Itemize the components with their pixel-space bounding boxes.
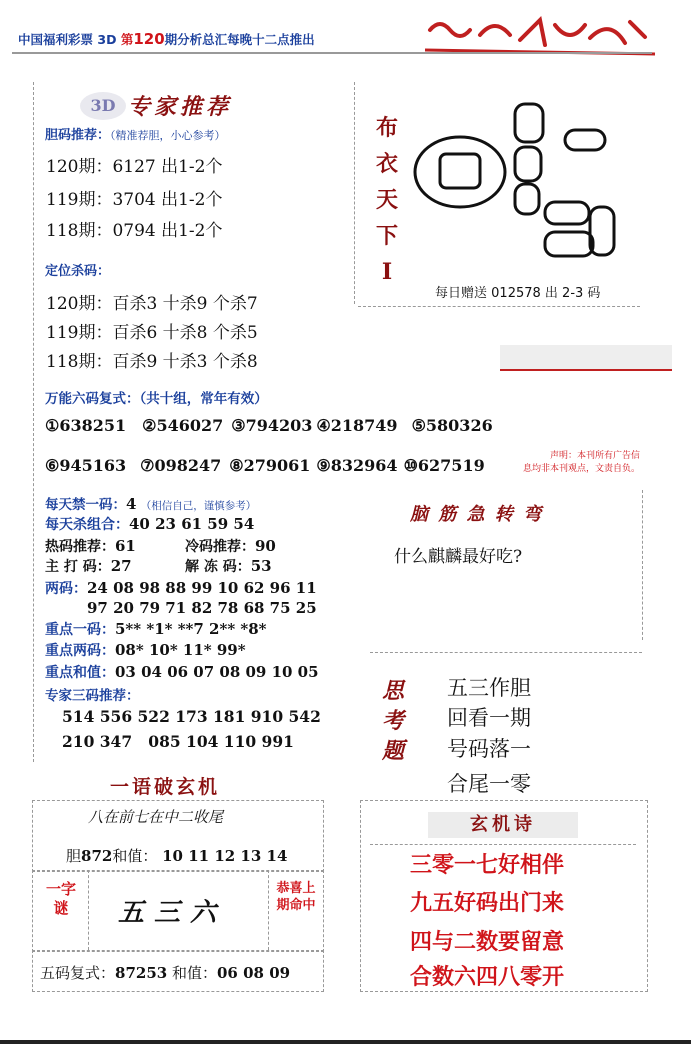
thaw-label: 解 冻 码： [185,559,251,575]
five-value: 87253 [115,964,168,982]
key-one-value: 5** *1* **7 2** *8* [115,620,267,638]
riddle-congrats-text: 恭喜上期命中 [276,881,316,913]
three-line-2: 210 347 085 104 110 991 [62,732,294,751]
yiyu-title: 一语破玄机 [110,776,221,798]
notice [510,450,640,476]
six-group: ③794203 [231,416,313,435]
key-one-line [45,619,267,639]
poem-line: 九五好码出门来 [410,891,565,916]
six-group: ⑩627519 [403,456,485,475]
key-one-label: 重点一码： [45,622,115,638]
gift-line [435,282,600,301]
two-label: 两码： [45,581,87,597]
hot-label: 热码推荐： [45,539,115,555]
main-label: 主 打 码： [45,559,111,575]
think-line: 五三作胆 [447,676,531,700]
riddle-label-text: 一字谜 [45,880,76,917]
key-sum-label: 重点和值： [45,665,115,681]
main-line [45,556,132,576]
yiyu-dan-value: 872 [81,847,113,865]
six-row-2 [45,456,485,475]
riddle-left-divider [88,870,89,950]
dan-row: 120期：6127 出1-2个 [46,157,223,177]
key-two-label: 重点两码： [45,643,115,659]
footer-rule [0,1040,691,1044]
five-sum-label: 和值： [171,964,217,982]
kill-row: 119期：百杀6 十杀8 个杀5 [46,323,258,343]
main-value: 27 [110,557,132,575]
six-group: ①638251 [45,416,127,435]
poem-line: 四与二数要留意 [410,930,565,955]
header-issue-num: 120 [133,30,165,48]
think-line: 回看一期 [447,706,531,730]
think-line: 合尾一零 [447,772,531,796]
six-group: ⑦098247 [140,456,222,475]
three-line-1: 514 556 522 173 181 910 542 [62,707,321,726]
dan-row: 119期：3704 出1-2个 [46,190,223,210]
five-label: 五码复式： [40,964,116,982]
kill-combo-value: 40 23 61 59 54 [129,515,255,533]
brain-question: 什么麒麟最好吃? [394,547,523,567]
six-group: ④218749 [316,416,398,435]
yiyu-dan-label: 胆 [66,847,82,865]
hot-value: 61 [115,537,136,555]
two-line-1 [45,578,317,598]
six-group: ⑥945163 [45,456,127,475]
poem-line: 合数六四八零开 [410,965,565,990]
ban-value: 4 [126,495,137,513]
dan-title: 胆码推荐： [45,128,111,143]
expert-logo-text: 3D [90,96,116,115]
key-two-value: 08* 10* 11* 99* [115,641,246,659]
kill-row: 118期：百杀9 十杀3 个杀8 [46,352,258,372]
key-sum-line [45,662,319,682]
key-sum-value: 03 04 06 07 08 09 10 05 [115,663,319,681]
brain-right-border [642,490,643,640]
five-line [40,962,290,983]
expert-logo [80,92,126,120]
header-issue-suffix: 期分析总汇每晚十二点推出 [164,32,315,47]
header-underline [12,52,652,54]
poem-title-line [370,844,636,845]
yiyu-sum-value: 10 11 12 13 14 [162,847,288,865]
poem-line: 三零一七好相伴 [410,853,565,878]
riddle-congrats [276,880,316,914]
left-border [33,82,34,762]
riddle-label [44,880,78,918]
ban-line [45,493,256,513]
cold-value: 90 [255,537,276,555]
hot-line [45,536,136,556]
panel-divider [354,82,355,304]
header-line [18,30,315,48]
riddle-right-divider [268,870,269,950]
two-values-1: 24 08 98 88 99 10 62 96 11 [87,579,317,597]
expert-title: 专家推荐 [128,94,233,120]
five-sum-value: 06 08 09 [217,964,291,982]
buyi-title-text: 布衣天下I [375,115,398,285]
chain-sketch-image [405,92,640,277]
cold-label: 冷码推荐： [185,539,255,555]
brain-bottom-line [370,652,642,653]
header-issue-label: 第 [120,32,134,47]
riddle-answer: 五三六 [118,898,227,928]
ban-label: 每天禁一码： [45,497,126,513]
six-group: ②546027 [142,416,224,435]
buyi-bottom-line [358,306,640,307]
think-title-text: 思考题 [381,678,404,764]
header-game: 3D [97,32,117,47]
think-title [380,676,406,766]
gray-band [500,345,672,371]
yiyu-handwritten: 八在前七在中二收尾 [88,808,224,826]
kill-combo-label: 每天杀组合： [45,517,129,533]
header-prefix: 中国福利彩票 [18,32,94,47]
six-group: ⑤580326 [411,416,493,435]
six-row-1 [45,416,493,435]
poem-title [428,812,578,838]
six-group: ⑧279061 [229,456,311,475]
brain-title: 脑 筋 急 转 弯 [410,504,544,525]
six-group: ⑨832964 [316,456,398,475]
two-values-2: 97 20 79 71 82 78 68 75 25 [87,599,317,617]
dan-row: 118期：0794 出1-2个 [46,221,223,241]
poem-title-text: 玄机诗 [470,814,536,835]
dan-heading [45,124,226,143]
yiyu-sum-label: 和值： [112,847,158,865]
notice-line-1: 声明：本刊所有广告信 [549,451,640,461]
thaw-line [185,556,272,576]
thaw-value: 53 [250,557,272,575]
kill-combo-line [45,514,254,534]
kill-title: 定位杀码： [45,264,111,279]
cold-line [185,536,276,556]
six-title: 万能六码复式：（共十组，常年有效） [45,391,268,407]
key-two-line [45,640,246,660]
ban-note: （相信自己，谨慎参考） [140,500,257,512]
yiyu-dan-sum [66,845,287,866]
gift-value: 012578 出 2-3 码 [491,286,601,301]
notice-line-2: 息均非本刊观点，文责自负。 [522,464,640,474]
dan-note: （精准荐胆，小心参考） [110,129,226,142]
think-line: 号码落一 [447,737,531,761]
three-title: 专家三码推荐： [45,688,140,704]
kill-row: 120期：百杀3 十杀9 个杀7 [46,294,258,314]
gift-prefix: 每日赠送 [435,286,488,301]
buyi-title [374,110,400,290]
